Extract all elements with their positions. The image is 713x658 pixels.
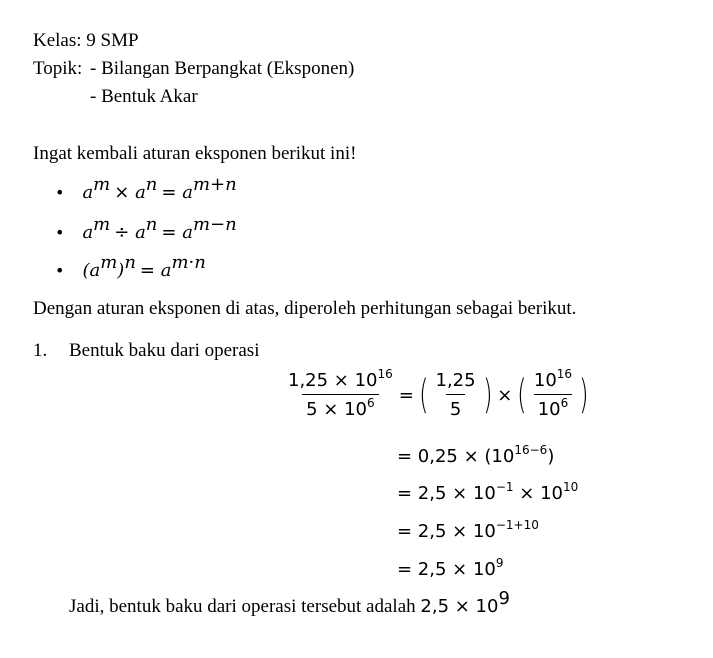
kelas-line: Kelas: 9 SMP (33, 30, 139, 51)
bullet: • (55, 183, 65, 202)
equation-line-4: = $2,5 \times 10^{-1+10}$ (397, 518, 539, 542)
equation-line-5: = $2,5 \times 10^9$ (397, 556, 504, 580)
rule-1: • $a^m \times a^n = a^{m+n}$ (55, 174, 237, 203)
bullet: • (55, 223, 65, 242)
bullet: • (55, 261, 65, 280)
equation-line-3: = $2,5 \times 10^{-1} \times 10^{10}$ (397, 480, 579, 504)
fraction-1: $\frac{1,25}{5}$ (435, 370, 476, 420)
fraction-2: $\frac{10^{16}}{10^6}$ (533, 367, 573, 420)
equation-line-2: = $0,25 \times (10^{16-6})$ (397, 443, 555, 467)
rule-3: • $(a^m)^n = a^{m\cdot n}$ (55, 252, 206, 281)
statement-text: Dengan aturan eksponen di atas, diperoleh perhitungan sebagai berikut. (33, 298, 577, 319)
equation-line-1: $\frac{1,25 \times 10^{16}}{5 \times 10^6}$ = ( $\frac{1,25}{5}$ ) × ( $\frac{10^{16}}{10^6}$ ) (284, 370, 592, 420)
topik-item-2: - Bentuk Akar (90, 86, 198, 107)
intro-text: Ingat kembali aturan eksponen berikut ini! (33, 143, 357, 164)
topik-label: Topik: (33, 58, 83, 79)
rule-2: • $a^m \div a^n = a^{m-n}$ (55, 214, 237, 243)
main-fraction: $\frac{1,25 \times 10^{16}}{5 \times 10^6}$ (288, 367, 393, 420)
problem-title: Bentuk baku dari operasi (69, 340, 260, 361)
conclusion: Jadi, bentuk baku dari operasi tersebut adalah $2,5 \times 10^9$ (69, 588, 510, 617)
problem-number: 1. (33, 340, 48, 361)
topik-item-1: - Bilangan Berpangkat (Eksponen) (90, 58, 355, 79)
